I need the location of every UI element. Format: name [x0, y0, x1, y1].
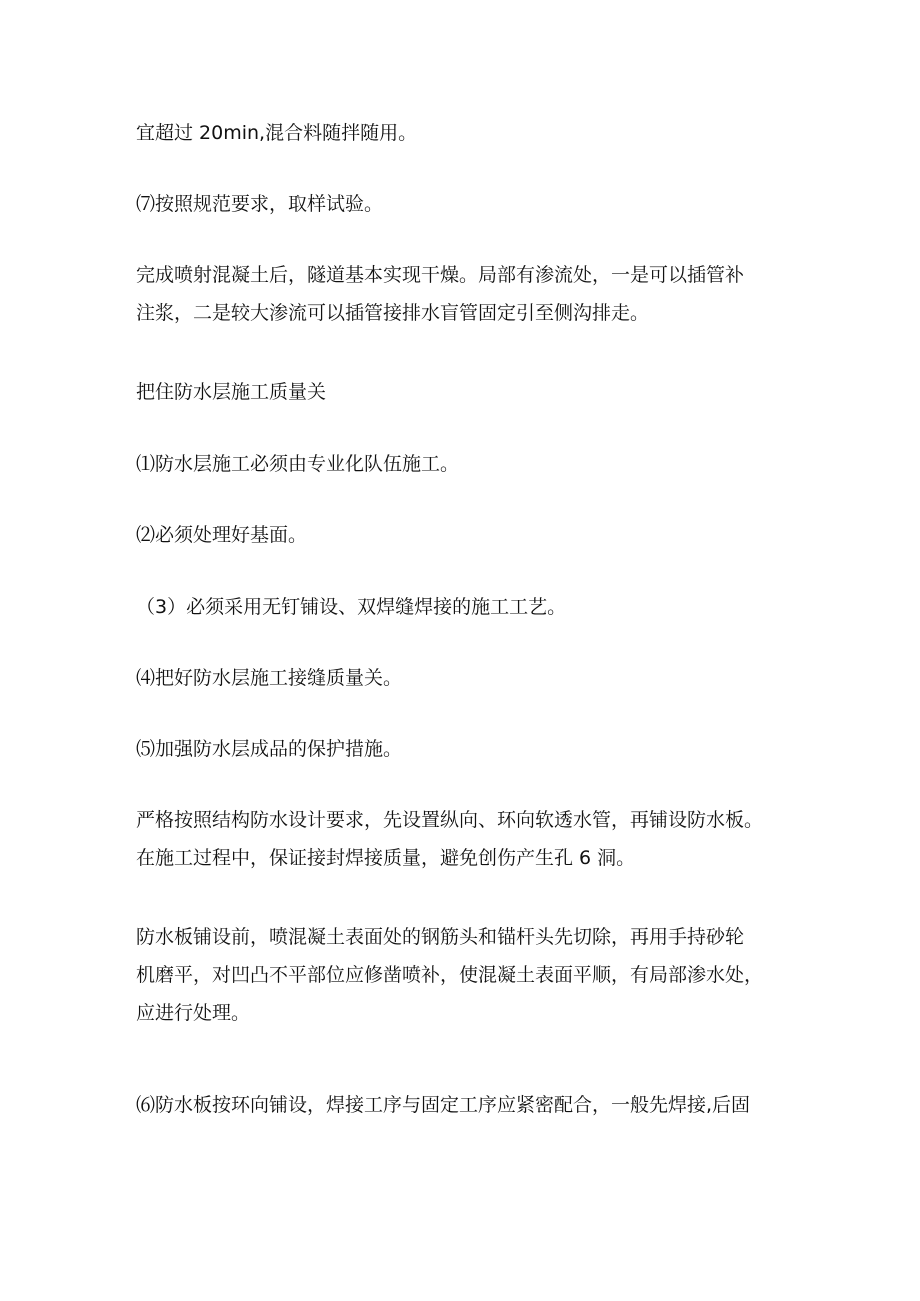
paragraph-7	[136, 588, 836, 626]
paragraph-line: 完成喷射混凝土后，隧道基本实现干燥。局部有渗流处，一是可以插管补	[136, 264, 745, 286]
paragraph-11	[136, 918, 836, 1032]
paragraph-line: ⑷把好防水层施工接缝质量关。	[136, 667, 403, 689]
paragraph-line: 注浆，二是较大渗流可以插管接排水盲管固定引至侧沟排走。	[136, 302, 650, 324]
paragraph-line: ⑺按照规范要求，取样试验。	[136, 193, 384, 215]
paragraph-10	[136, 801, 836, 877]
paragraph-line: ⑵必须处理好基面。	[136, 524, 308, 546]
paragraph-5	[136, 445, 836, 483]
paragraph-1	[136, 114, 836, 152]
paragraph-4	[136, 373, 836, 411]
paragraph-line: 防水板铺设前，喷混凝土表面处的钢筋头和锚杆头先切除，再用手持砂轮	[136, 926, 745, 948]
paragraph-line: 宜超过 20min,混合料随拌随用。	[136, 122, 418, 144]
paragraph-line: 应进行处理。	[136, 1002, 251, 1024]
paragraph-6	[136, 516, 836, 554]
paragraph-9	[136, 730, 836, 768]
paragraph-8	[136, 659, 836, 697]
paragraph-line: 在施工过程中，保证接封焊接质量，避免创伤产生孔 6 洞。	[136, 847, 636, 869]
paragraph-line: 严格按照结构防水设计要求，先设置纵向、环向软透水管，再铺设防水板。	[136, 809, 764, 831]
paragraph-line: ⑹防水板按环向铺设，焊接工序与固定工序应紧密配合，一般先焊接,后固	[136, 1094, 751, 1116]
paragraph-12	[136, 1086, 836, 1124]
paragraph-line: 把住防水层施工质量关	[136, 381, 327, 403]
paragraph-line: ⑸加强防水层成品的保护措施。	[136, 738, 403, 760]
paragraph-3	[136, 256, 836, 332]
paragraph-2	[136, 185, 836, 223]
paragraph-line: ⑴防水层施工必须由专业化队伍施工。	[136, 453, 460, 475]
paragraph-line: （3）必须采用无钉铺设、双焊缝焊接的施工工艺。	[136, 596, 567, 618]
paragraph-line: 机磨平，对凹凸不平部位应修凿喷补，使混凝土表面平顺，有局部渗水处，	[136, 964, 764, 986]
